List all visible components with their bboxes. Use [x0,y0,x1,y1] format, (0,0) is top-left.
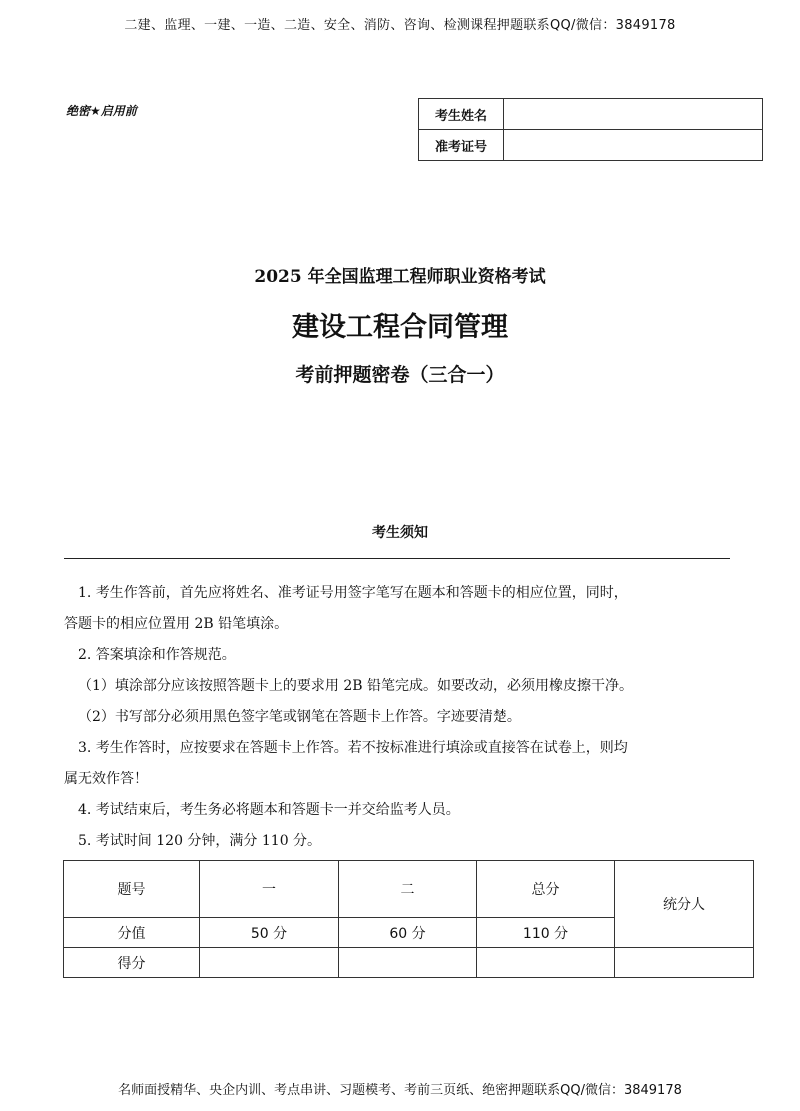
notice-heading: 考生须知 [372,525,428,541]
candidate-id-row [419,130,763,161]
notice-item: 1. 考生作答前，首先应将姓名、准考证号用签字笔写在题本和答题卡的相应位置，同时， [78,585,628,601]
candidate-name-field[interactable] [504,99,763,130]
secret-label: 绝密★启用前 [66,104,137,118]
subject-title: 建设工程合同管理 [292,312,508,343]
notice-item: 答题卡的相应位置用 2B 铅笔填涂。 [64,616,289,632]
notice-list [64,578,744,857]
candidate-id-label: 准考证号 [419,130,504,161]
notice-item: （2）书写部分必须用黑色签字笔或钢笔在答题卡上作答。字迹要清楚。 [78,709,521,725]
exam-title: 2025 年全国监理工程师职业资格考试 [254,267,546,287]
header-banner: 二建、监理、一建、一造、二造、安全、消防、咨询、检测课程押题联系QQ/微信：3849178 [124,18,676,33]
score-earned-row [64,948,754,978]
score-row-label: 得分 [64,948,200,978]
notice-item: 4. 考试结束后，考生务必将题本和答题卡一并交给监考人员。 [78,802,460,818]
score-value-cell: 60 分 [339,918,477,948]
notice-item: 5. 考试时间 120 分钟，满分 110 分。 [78,833,322,849]
candidate-name-label: 考生姓名 [419,99,504,130]
footer-banner: 名师面授精华、央企内训、考点串讲、习题模考、考前三页纸、绝密押题联系QQ/微信：3849178 [118,1083,682,1098]
score-earned-cell[interactable] [615,948,754,978]
score-header-row [64,861,754,918]
score-earned-cell[interactable] [200,948,339,978]
score-value-cell: 50 分 [200,918,339,948]
candidate-info-table [418,98,763,161]
candidate-name-row [419,99,763,130]
score-earned-cell[interactable] [477,948,615,978]
notice-item: （1）填涂部分应该按照答题卡上的要求用 2B 铅笔完成。如要改动，必须用橡皮擦干净。 [78,678,634,694]
score-table [63,860,754,978]
score-row-label: 分值 [64,918,200,948]
notice-item: 3. 考生作答时，应按要求在答题卡上作答。若不按标准进行填涂或直接答在试卷上，则均 [78,740,628,756]
notice-item: 属无效作答！ [64,771,148,787]
notice-item: 2. 答案填涂和作答规范。 [78,647,236,663]
score-value-cell: 110 分 [477,918,615,948]
score-header-cell: 统分人 [615,861,754,948]
divider-line [64,558,730,559]
score-header-cell: 总分 [477,861,615,918]
paper-type: 考前押题密卷（三合一） [295,364,505,386]
score-header-cell: 二 [339,861,477,918]
candidate-id-field[interactable] [504,130,763,161]
score-header-cell: 一 [200,861,339,918]
score-header-cell: 题号 [64,861,200,918]
score-earned-cell[interactable] [339,948,477,978]
